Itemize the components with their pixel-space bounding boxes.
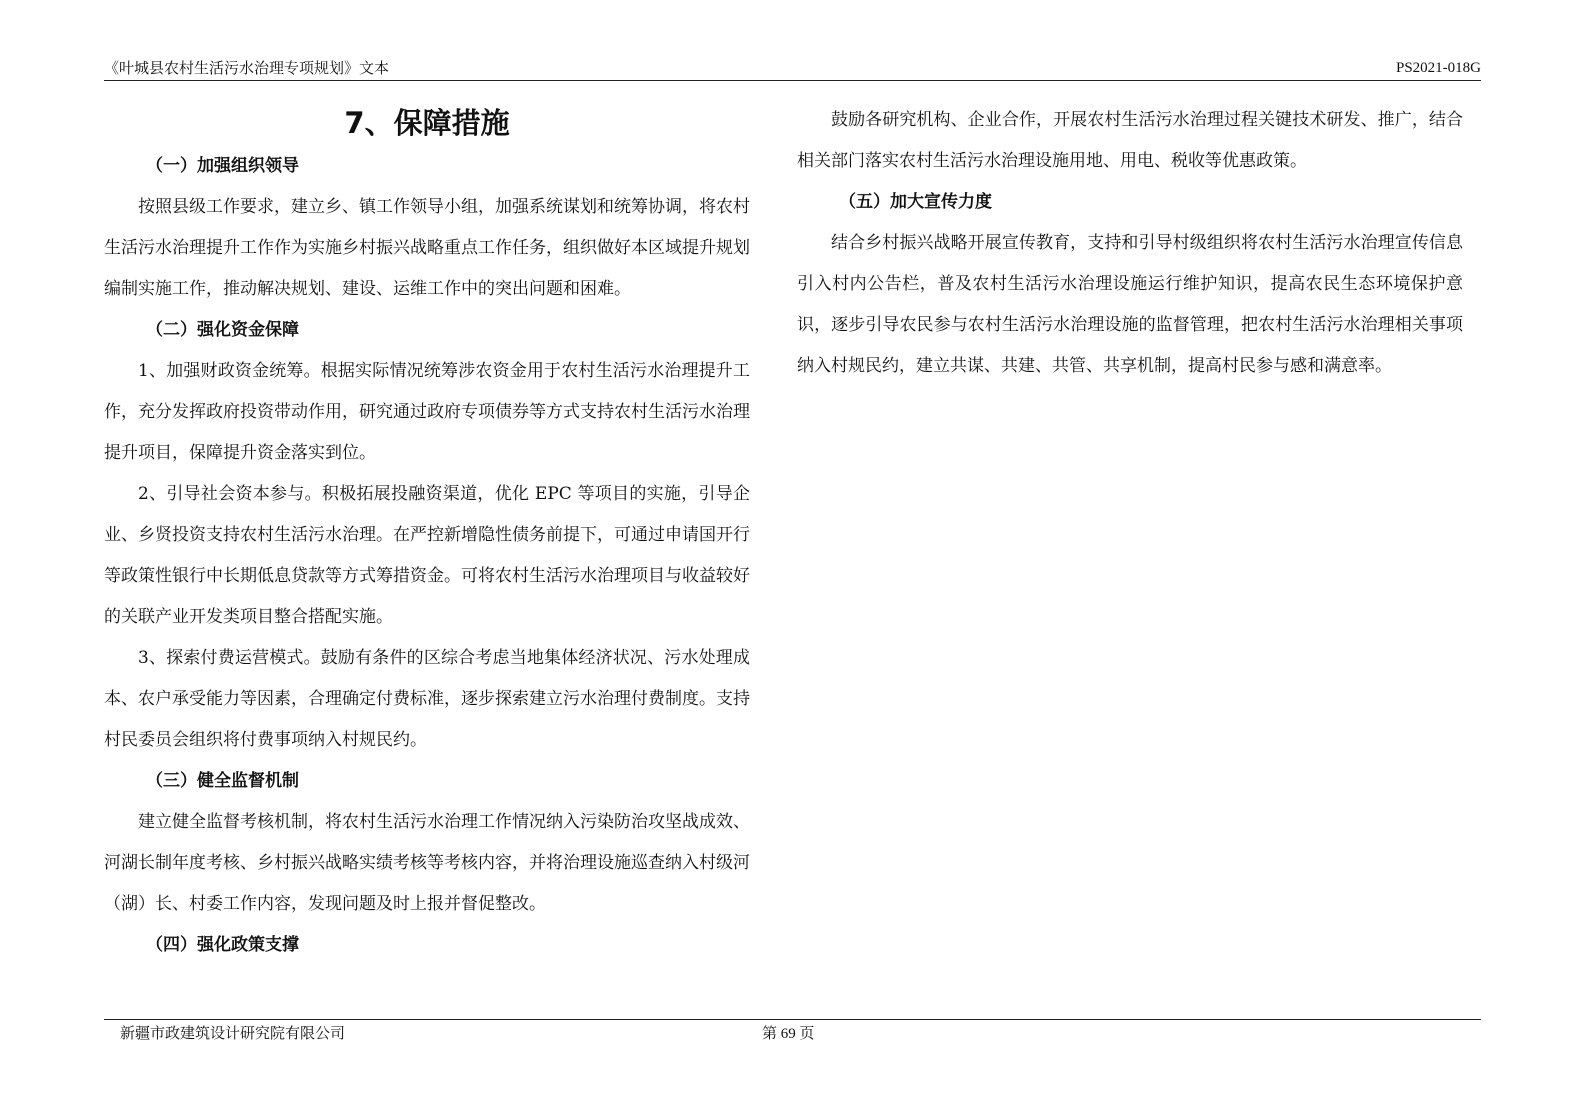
left-column xyxy=(104,100,750,966)
section-heading-3: （三）健全监督机制 xyxy=(146,771,299,791)
section-heading-5: （五）加大宣传力度 xyxy=(839,192,992,212)
paragraph: 3、探索付费运营模式。鼓励有条件的区综合考虑当地集体经济状况、污水处理成本、农户承受能力等因素，合理确定付费标准，逐步探索建立污水治理付费制度。支持村民委员会组织将付费事项纳入村规民约。 xyxy=(104,648,750,750)
footer-organization: 新疆市政建筑设计研究院有限公司 xyxy=(120,1024,346,1042)
paragraph: 按照县级工作要求，建立乡、镇工作领导小组，加强系统谋划和统筹协调，将农村生活污水治理提升工作作为实施乡村振兴战略重点工作任务，组织做好本区域提升规划编制实施工作，推动解决规划、建设、运维工作中的突出问题和困难。 xyxy=(104,197,750,299)
page-number: 第 69 页 xyxy=(762,1026,815,1042)
right-column xyxy=(797,100,1463,387)
section-heading-2: （二）强化资金保障 xyxy=(146,320,299,340)
section-heading-4: （四）强化政策支撑 xyxy=(146,935,299,955)
document-title: 《叶城县农村生活污水治理专项规划》文本 xyxy=(104,59,390,77)
page-header xyxy=(104,56,1481,81)
section-heading-1: （一）加强组织领导 xyxy=(146,156,299,176)
document-code: PS2021-018G xyxy=(1395,60,1481,76)
paragraph: 结合乡村振兴战略开展宣传教育，支持和引导村级组织将农村生活污水治理宣传信息引入村内公告栏，普及农村生活污水治理设施运行维护知识，提高农民生态环境保护意识，逐步引导农民参与农村生活污水治理设施的监督管理，把农村生活污水治理相关事项纳入村规民约，建立共谋、共建、共管、共享机制，提高村民参与感和满意率。 xyxy=(797,233,1463,376)
paragraph: 建立健全监督考核机制，将农村生活污水治理工作情况纳入污染防治攻坚战成效、河湖长制年度考核、乡村振兴战略实绩考核等考核内容，并将治理设施巡查纳入村级河（湖）长、村委工作内容，发现问题及时上报并督促整改。 xyxy=(104,812,750,914)
chapter-title: 7、保障措施 xyxy=(344,106,510,140)
paragraph: 鼓励各研究机构、企业合作，开展农村生活污水治理过程关键技术研发、推广，结合相关部门落实农村生活污水治理设施用地、用电、税收等优惠政策。 xyxy=(797,110,1463,171)
paragraph: 1、加强财政资金统筹。根据实际情况统筹涉农资金用于农村生活污水治理提升工作，充分发挥政府投资带动作用，研究通过政府专项债券等方式支持农村生活污水治理提升项目，保障提升资金落实到位。 xyxy=(104,361,750,463)
footer-divider xyxy=(104,1019,1481,1020)
paragraph: 2、引导社会资本参与。积极拓展投融资渠道，优化 EPC 等项目的实施，引导企业、乡贤投资支持农村生活污水治理。在严控新增隐性债务前提下，可通过申请国开行等政策性银行中长期低息贷款等方式筹措资金。可将农村生活污水治理项目与收益较好的关联产业开发类项目整合搭配实施。 xyxy=(104,484,750,627)
